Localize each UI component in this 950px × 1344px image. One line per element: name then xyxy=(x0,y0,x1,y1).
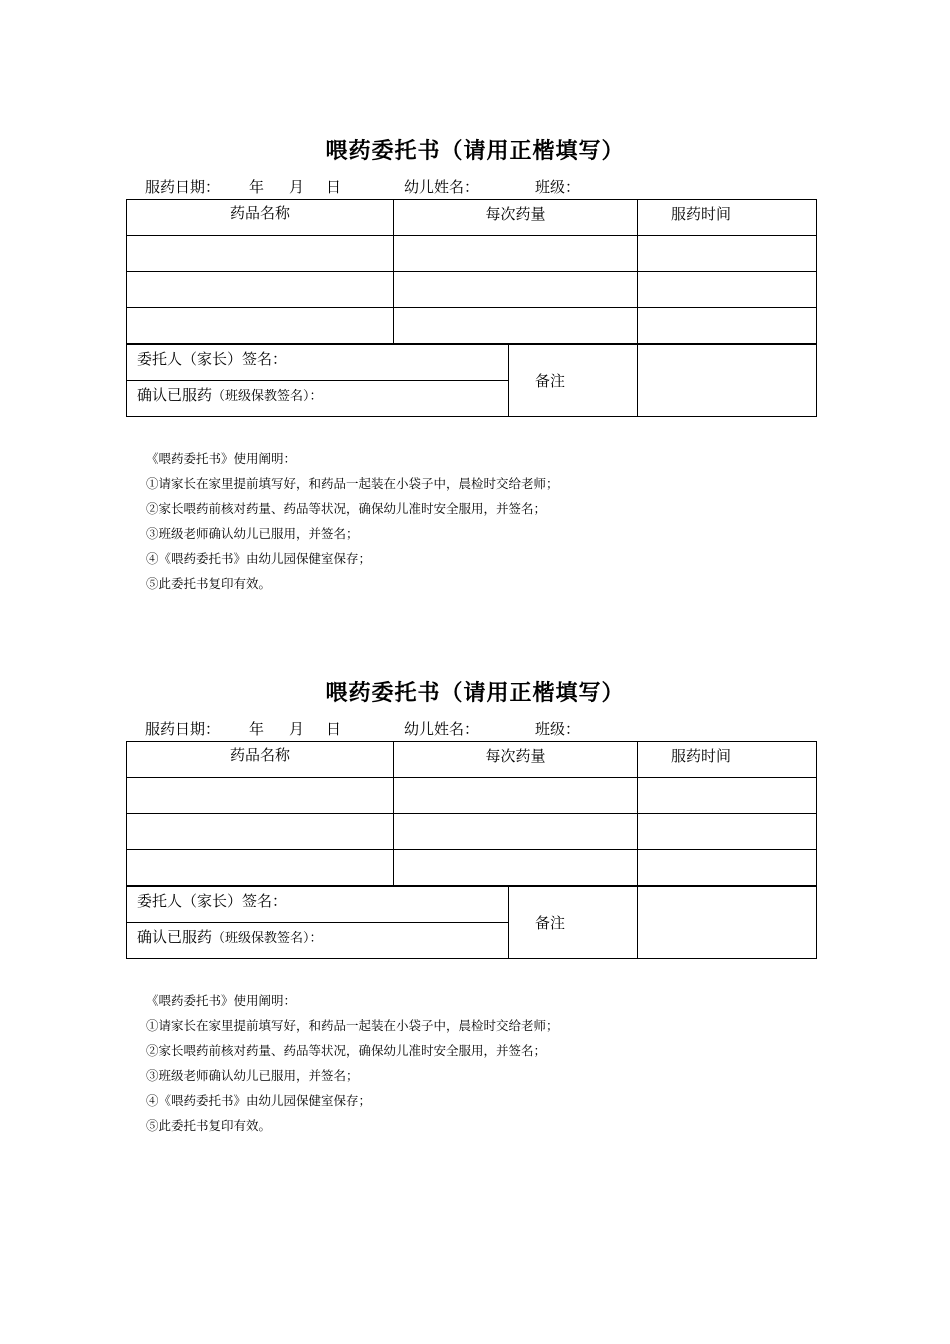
confirm-label: 确认已服药 xyxy=(137,386,213,404)
child-name-label: 幼儿姓名： xyxy=(404,720,480,738)
table-row xyxy=(127,850,817,886)
header-medicine-name: 药品名称 xyxy=(127,200,394,236)
day-label: 日 xyxy=(326,720,342,738)
note-item: ③班级老师确认幼儿已服用，并签名； xyxy=(146,1068,359,1083)
parent-signature-label: 委托人（家长）签名： xyxy=(137,350,288,368)
dose-cell[interactable] xyxy=(394,778,638,814)
remark-label: 备注 xyxy=(509,887,638,959)
note-item: ③班级老师确认幼儿已服用，并签名； xyxy=(146,526,359,541)
header-medicine-name: 药品名称 xyxy=(127,742,394,778)
date-label: 服药日期： xyxy=(145,720,221,738)
remark-cell[interactable] xyxy=(638,887,817,959)
month-label: 月 xyxy=(289,720,305,738)
confirm-label-small: （班级保教签名）： xyxy=(212,931,323,946)
form-title: 喂药委托书（请用正楷填写） xyxy=(325,680,625,706)
remark-cell[interactable] xyxy=(638,345,817,417)
medicine-name-cell[interactable] xyxy=(127,272,394,308)
dose-cell[interactable] xyxy=(394,272,638,308)
usage-notes xyxy=(146,988,559,1138)
form-meta-line xyxy=(0,176,950,196)
class-label: 班级： xyxy=(535,178,581,196)
dose-cell[interactable] xyxy=(394,308,638,344)
medication-table xyxy=(126,199,817,344)
table-row xyxy=(127,272,817,308)
table-row xyxy=(127,814,817,850)
header-dose: 每次药量 xyxy=(394,742,638,778)
note-item: ②家长喂药前核对药量、药品等状况，确保幼儿准时安全服用，并签名； xyxy=(146,501,547,516)
time-cell[interactable] xyxy=(638,308,817,344)
note-item: ①请家长在家里提前填写好，和药品一起装在小袋子中，晨检时交给老师； xyxy=(146,1018,559,1033)
table-row xyxy=(127,236,817,272)
confirm-signature-cell[interactable] xyxy=(127,381,509,417)
table-header-row xyxy=(127,200,817,236)
class-label: 班级： xyxy=(535,720,581,738)
table-header-row xyxy=(127,742,817,778)
dose-cell[interactable] xyxy=(394,236,638,272)
day-label: 日 xyxy=(326,178,342,196)
header-time: 服药时间 xyxy=(638,200,817,236)
medicine-name-cell[interactable] xyxy=(127,850,394,886)
form-meta-line xyxy=(0,718,950,738)
dose-cell[interactable] xyxy=(394,850,638,886)
note-item: ①请家长在家里提前填写好，和药品一起装在小袋子中，晨检时交给老师； xyxy=(146,476,559,491)
parent-signature-cell[interactable] xyxy=(127,887,509,923)
child-name-label: 幼儿姓名： xyxy=(404,178,480,196)
time-cell[interactable] xyxy=(638,272,817,308)
medicine-name-cell[interactable] xyxy=(127,236,394,272)
signature-table xyxy=(126,886,817,959)
parent-signature-cell[interactable] xyxy=(127,345,509,381)
header-dose: 每次药量 xyxy=(394,200,638,236)
time-cell[interactable] xyxy=(638,850,817,886)
table-row xyxy=(127,778,817,814)
signature-table xyxy=(126,344,817,417)
note-item: ⑤此委托书复印有效。 xyxy=(146,576,272,591)
remark-label: 备注 xyxy=(509,345,638,417)
year-label: 年 xyxy=(249,720,265,738)
note-item: ④《喂药委托书》由幼儿园保健室保存； xyxy=(146,551,372,566)
note-item: ②家长喂药前核对药量、药品等状况，确保幼儿准时安全服用，并签名； xyxy=(146,1043,547,1058)
medicine-name-cell[interactable] xyxy=(127,814,394,850)
form-title: 喂药委托书（请用正楷填写） xyxy=(325,138,625,164)
time-cell[interactable] xyxy=(638,236,817,272)
month-label: 月 xyxy=(289,178,305,196)
confirm-label-small: （班级保教签名）： xyxy=(212,389,323,404)
medication-table xyxy=(126,741,817,886)
time-cell[interactable] xyxy=(638,814,817,850)
table-row xyxy=(127,308,817,344)
notes-heading: 《喂药委托书》使用阐明： xyxy=(146,451,297,466)
confirm-signature-cell[interactable] xyxy=(127,923,509,959)
note-item: ④《喂药委托书》由幼儿园保健室保存； xyxy=(146,1093,372,1108)
medicine-name-cell[interactable] xyxy=(127,778,394,814)
confirm-label: 确认已服药 xyxy=(137,928,213,946)
dose-cell[interactable] xyxy=(394,814,638,850)
parent-signature-label: 委托人（家长）签名： xyxy=(137,892,288,910)
usage-notes xyxy=(146,446,559,596)
note-item: ⑤此委托书复印有效。 xyxy=(146,1118,272,1133)
date-label: 服药日期： xyxy=(145,178,221,196)
time-cell[interactable] xyxy=(638,778,817,814)
medicine-name-cell[interactable] xyxy=(127,308,394,344)
year-label: 年 xyxy=(249,178,265,196)
notes-heading: 《喂药委托书》使用阐明： xyxy=(146,993,297,1008)
header-time: 服药时间 xyxy=(638,742,817,778)
